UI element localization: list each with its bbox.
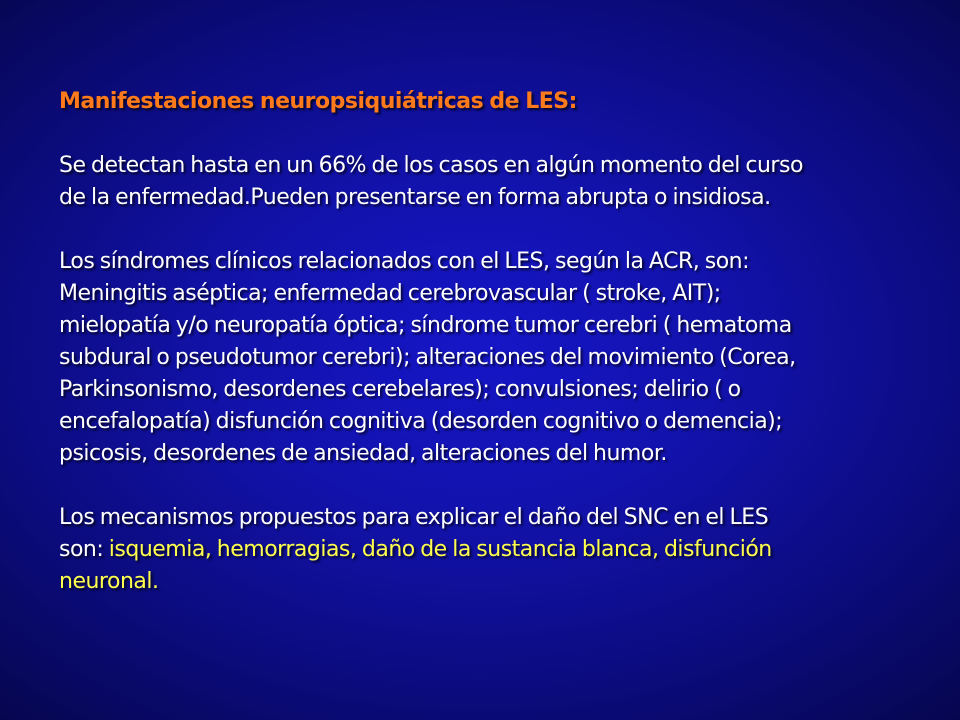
spacer xyxy=(59,118,939,150)
paragraph-prevalence: Se detectan hasta en un 66% de los casos en algún momento del curso de la enfermedad.Pueden presentarse en forma abrupta o insidiosa. xyxy=(59,153,803,210)
paragraph-clinical-syndromes: Los síndromes clínicos relacionados con el LES, según la ACR, son: Meningitis aséptica; enfermedad cerebrovascular ( stroke, AIT); mielopatía y/o neuropatía óptica; síndrome tumor cerebri ( hematoma subdural o pseudotumor cerebri); alteraciones del movimiento (Corea, Parkinsonismo, desordenes cerebelares); convulsiones; delirio ( o encefalopatía) disfunción cognitiva (desorden cognitivo o demencia); psicosis, desordenes de ansiedad, alteraciones del humor. xyxy=(59,249,796,466)
mechanisms-lead-text: Los mecanismos propuestos para explicar el daño del SNC en el LES son: xyxy=(59,505,769,562)
spacer xyxy=(59,470,939,502)
spacer xyxy=(59,214,939,246)
mechanisms-highlight-text: isquemia, hemorragias, daño de la sustancia blanca, disfunción neuronal. xyxy=(59,537,772,594)
slide-content xyxy=(59,86,939,598)
paragraph-mechanisms xyxy=(59,502,939,598)
slide-title: Manifestaciones neuropsiquiátricas de LES: xyxy=(59,89,577,114)
